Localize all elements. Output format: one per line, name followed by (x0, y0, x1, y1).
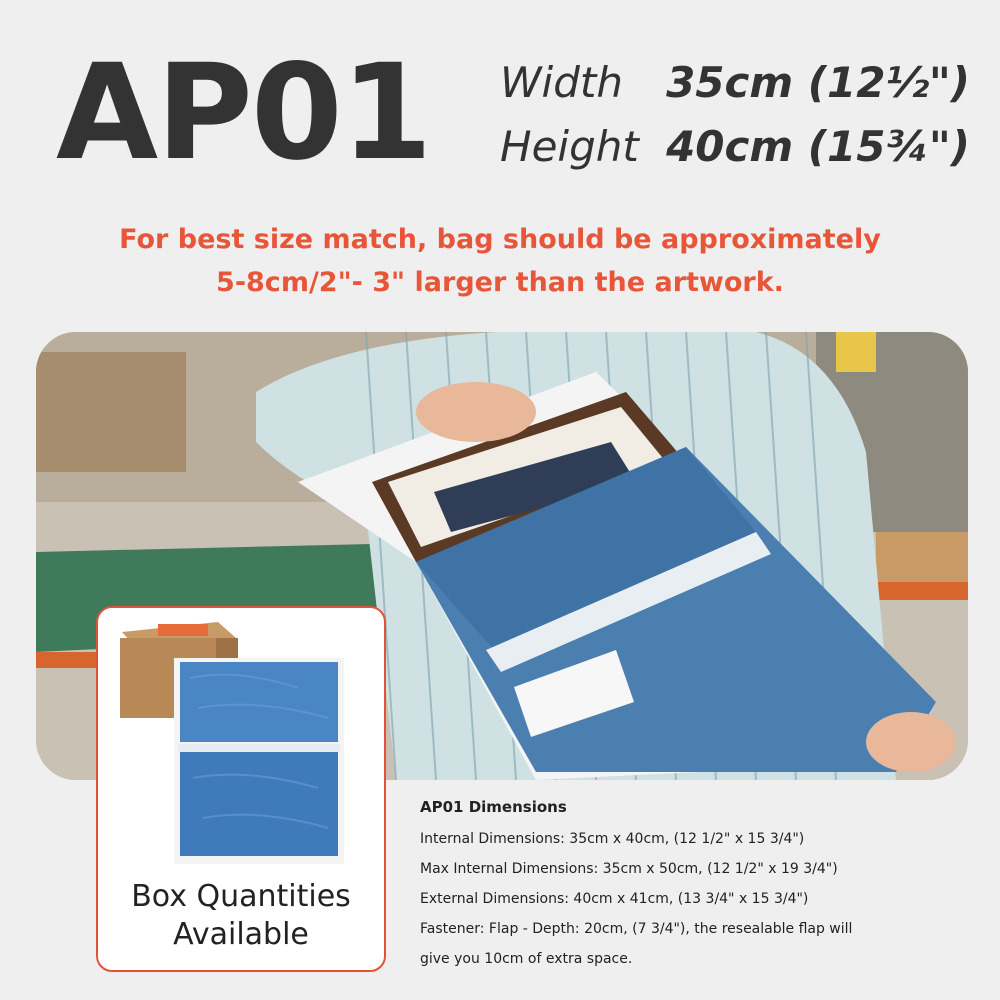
spec-fastener (420, 914, 980, 944)
width-value: 35cm (12½") (666, 58, 970, 107)
spec-key: External Dimensions: (420, 891, 569, 907)
width-label: Width (500, 58, 623, 107)
spec-external (420, 884, 980, 914)
spec-fastener-cont (420, 944, 980, 974)
spec-max-internal (420, 854, 980, 884)
dimensions-spec (420, 794, 980, 974)
note-line-1: For best size match, bag should be approximately (119, 224, 881, 255)
inset-caption-line-1: Box Quantities (131, 879, 351, 914)
dimensions-panel (500, 58, 970, 186)
height-label: Height (500, 122, 639, 171)
spec-key: Internal Dimensions: (420, 831, 565, 847)
size-match-note (40, 218, 960, 304)
spec-value: Flap - Depth: 20cm, (7 3/4"), the resealable flap will (484, 921, 853, 937)
spec-title: AP01 Dimensions (420, 798, 567, 816)
note-line-2: 5-8cm/2"- 3" larger than the artwork. (216, 267, 784, 298)
spec-value: give you 10cm of extra space. (420, 951, 633, 967)
spec-value: 35cm x 50cm, (12 1/2" x 19 3/4") (598, 861, 838, 877)
spec-value: 40cm x 41cm, (13 3/4" x 15 3/4") (568, 891, 809, 907)
spec-key: Fastener: (420, 921, 485, 937)
width-row (500, 58, 970, 122)
spec-key: Max Internal Dimensions: (420, 861, 599, 877)
spec-value: 35cm x 40cm, (12 1/2" x 15 3/4") (564, 831, 805, 847)
product-code-title: AP01 (56, 36, 431, 190)
inset-illustration (98, 608, 386, 878)
spec-internal (420, 824, 980, 854)
inset-caption (98, 878, 384, 954)
height-row (500, 122, 970, 186)
height-value: 40cm (15¾") (666, 122, 970, 171)
box-quantities-inset (96, 606, 386, 972)
inset-caption-line-2: Available (173, 917, 309, 952)
